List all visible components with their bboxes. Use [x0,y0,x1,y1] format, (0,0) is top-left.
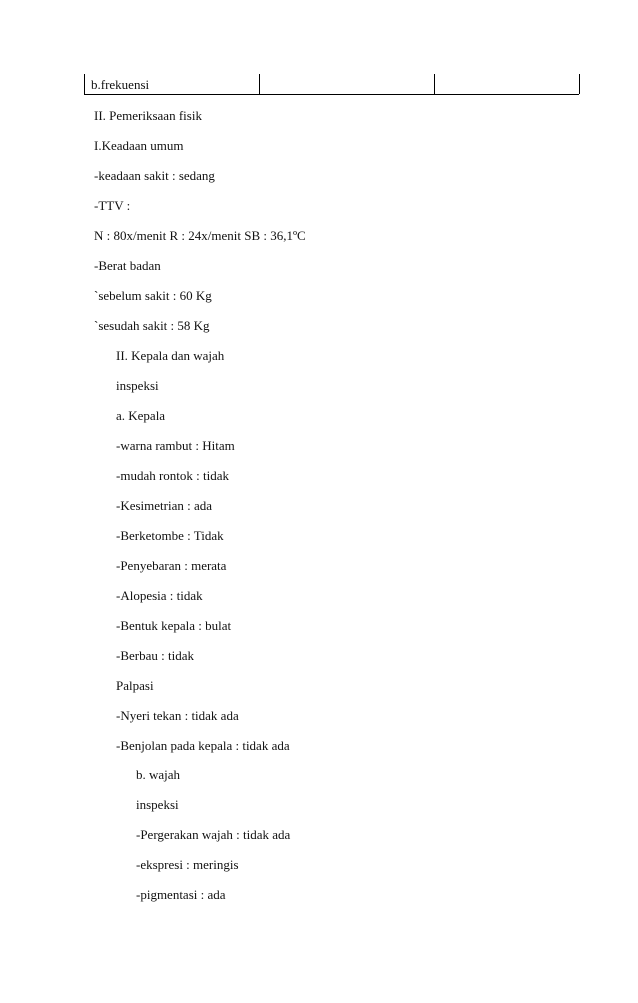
vital-signs-line: N : 80x/menit R : 24x/menit SB : 36,1ºC [94,228,306,243]
subsection-heading: b. wajah [136,767,181,782]
text-line: -Berketombe : Tidak [116,528,224,543]
subsection-heading: a. Kepala [116,408,166,423]
table-cell-text: b.frekuensi [91,77,150,92]
table-cell-empty [434,74,580,94]
text-line: -warna rambut : Hitam [116,438,235,453]
text-line: -Benjolan pada kepala : tidak ada [116,738,290,753]
text-line: `sesudah sakit : 58 Kg [94,318,210,333]
section-heading: II. Pemeriksaan fisik [94,108,202,123]
text-line: -Alopesia : tidak [116,588,203,603]
text-line: -Penyebaran : merata [116,558,227,573]
text-line: -Berbau : tidak [116,648,194,663]
text-line: -pigmentasi : ada [136,887,226,902]
text-line: -Pergerakan wajah : tidak ada [136,827,291,842]
text-line: -Berat badan [94,258,161,273]
text-line: -mudah rontok : tidak [116,468,230,483]
text-line: `sebelum sakit : 60 Kg [94,288,212,303]
text-line: -Bentuk kepala : bulat [116,618,232,633]
text-line: inspeksi [136,797,179,812]
table-cell-empty [259,74,435,94]
text-line: inspeksi [116,378,159,393]
section-heading: II. Kepala dan wajah [116,348,225,363]
text-line: -Nyeri tekan : tidak ada [116,708,239,723]
text-line: -keadaan sakit : sedang [94,168,215,183]
text-line: -ekspresi : meringis [136,857,239,872]
table-row [84,74,579,95]
table-cell-label [84,74,260,94]
text-line: -TTV : [94,198,131,213]
text-line: -Kesimetrian : ada [116,498,213,513]
text-line: Palpasi [116,678,154,693]
subsection-heading: I.Keadaan umum [94,138,184,153]
